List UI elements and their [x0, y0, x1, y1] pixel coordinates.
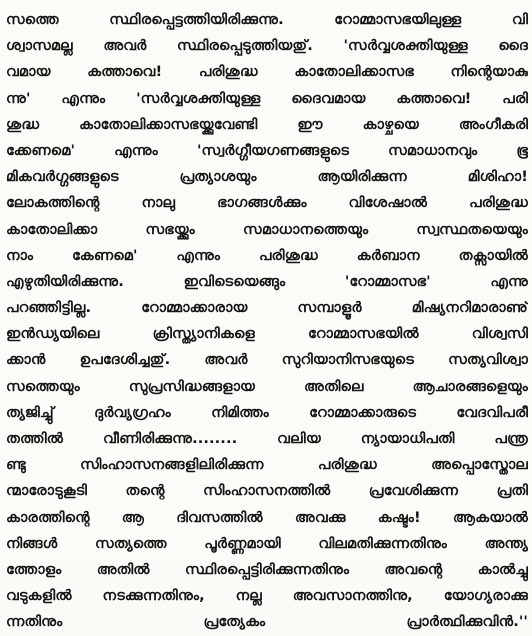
text-line-2: ശ്വാസമല്ല അവർ സ്ഥിരപ്പെടുത്തിയതു്. 'സർവ്വശക്തിയുള്ള ദൈ: [6, 37, 528, 55]
text-line-19: ന്മാരോടുകൂടി തന്റെ സിംഹാസനത്തിൽ പ്രവേശിക്കുന്ന പ്രതി: [6, 482, 528, 500]
text-line-6: ക്കേണമെ' എന്നും 'സ്വർഗ്ഗീയഗണങ്ങളുടെ സമാധാനവും ഭൂ: [6, 141, 528, 159]
text-line-11: എഴുതിയിരിക്കുന്നു. ഇവിടെയെങ്ങും 'റോമ്മാസഭ' എന്നു: [6, 272, 528, 290]
text-line-4: ന്നു' എന്നും 'സർവ്വശക്തിയുള്ള ദൈവമായ കത്താവെ! പരി: [6, 89, 528, 107]
text-line-13: ഇൻഡ്യയിലെ ക്രിസ്ത്യാനികളെ റോമ്മാസഭയിൽ വിശ്വസി: [6, 325, 528, 343]
text-line-21: നിങ്ങൾ സത്യത്തെ പൂർണ്ണമായി വിലമതിക്കുന്നതിനും അന്ത്യ: [6, 534, 528, 552]
text-line-20: കാരത്തിന്റെ ആ ദിവസത്തിൽ അവക്കു കഷ്ടം! ആകയാൽ: [6, 508, 528, 526]
malayalam-text-block: [6, 7, 528, 636]
text-line-16: ത്യജിച്ചു് ദുർവ്യഗ്രഹം നിമിത്തം റോമ്മാക്കാരുടെ വേദവിപരീ: [6, 403, 528, 421]
text-line-12: പറഞ്ഞിട്ടില്ല. റോമ്മാക്കാരായ സമ്പാളൂർ മിഷ്യനറിമാരാണു്: [6, 299, 528, 317]
text-line-5: ശുദ്ധ കാതോലിക്കാസഭയ്ക്കുവേണ്ടി ഈ കാഴ്ചയെ അംഗീകരി: [6, 115, 528, 133]
text-line-17: തത്തിൽ വീണിരിക്കുന്നു........ വലിയ ന്യായാധിപതി പന്ത്ര: [6, 430, 528, 447]
text-line-22: ത്തോളം അതിൽ സ്ഥിരപ്പെട്ടിരിക്കുന്നതിനും അവന്റെ കാൽച്ചു: [6, 560, 528, 578]
text-line-8: ലോകത്തിന്റെ നാലു ഭാഗങ്ങൾക്കും വിശേഷാൽ പരിശുദ്ധ: [6, 194, 528, 212]
text-line-23: വടുകളിൽ നടക്കുന്നതിനും, നല്ല അവസാനത്തിനു, യോഗ്യരാക്കു: [6, 587, 528, 605]
text-line-7: മികവർഗ്ഗങ്ങളുടെ പ്രത്യാശയും ആയിരിക്കുന്ന മിശിഹാ!: [6, 168, 528, 186]
text-line-9: കാതോലിക്കാ സഭയ്ക്കും സമാധാനത്തെയും സ്വസ്ഥതയെയും: [6, 220, 528, 238]
text-line-10: നാം കേണമെ' എന്നും പരിശുദ്ധ കർബാന തക്സായിൽ: [6, 246, 528, 264]
text-line-15: സത്തെയും സുപ്രസിദ്ധങ്ങളായ അതിലെ ആചാരങ്ങളെയും: [6, 377, 528, 395]
text-line-14: ക്കാൻ ഉപദേശിച്ചതു്. അവർ സുറിയാനിസഭയുടെ സത്യവിശ്വാ: [6, 351, 528, 369]
text-line-18: ണ്ടു സിംഹാസനങ്ങളിലിരിക്കുന്ന പരിശുദ്ധ അപ്പൊസ്തോല: [6, 456, 528, 474]
text-line-1: സത്തെ സ്ഥിരപ്പെട്ടത്തിയിരിക്കുന്നു. റോമ്മാസഭയിലുള്ള വി: [6, 11, 528, 28]
text-line-3: വമായ കത്താവെ! പരിശുദ്ധ കാതോലിക്കാസഭ നിന്റെയാകു: [6, 63, 528, 81]
text-line-24: ന്നതിനും പ്രത്യേകം പ്രാർത്ഥിക്കുവിൻ.'': [6, 613, 528, 631]
